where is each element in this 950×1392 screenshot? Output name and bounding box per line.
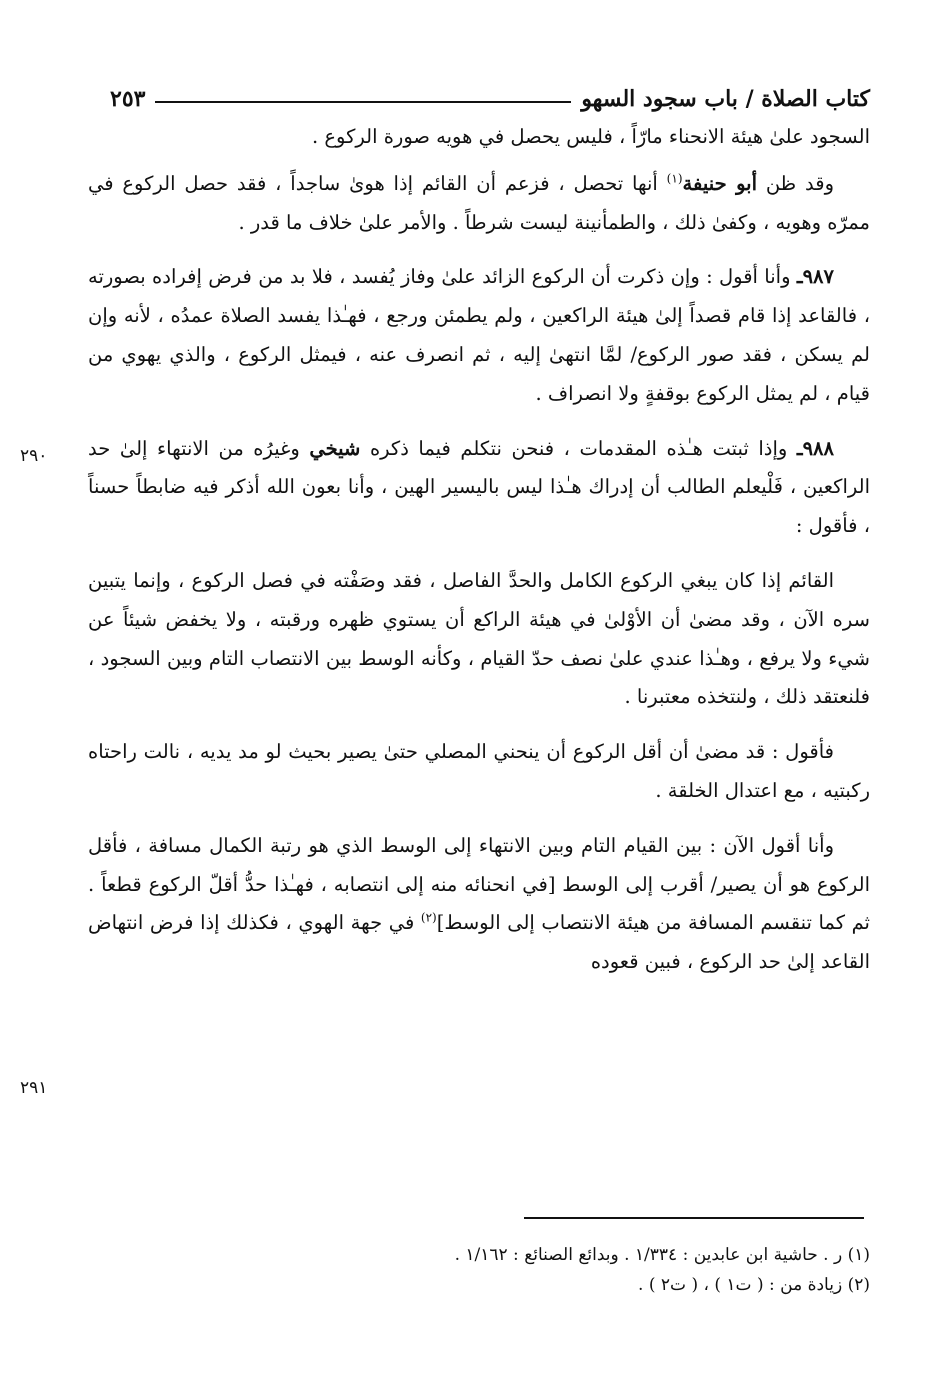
person-name: أبو حنيفة <box>682 171 757 195</box>
paragraph-abu-hanifa <box>88 165 870 243</box>
section-number: ٩٨٨ـ <box>796 436 834 460</box>
paragraph-text: وغيرُه من الانتهاء إلىٰ حد الراكعين ، فَلْيعلم الطالب أن إدراك هـٰذا ليس باليسير الهين ، وأنا بعون الله أذكر فيه ضابطاً حسناً ، فأقول : <box>88 436 870 538</box>
paragraph-continuation: السجود علىٰ هيئة الانحناء مارّاً ، فليس يحصل في هويه صورة الركوع . <box>312 125 870 148</box>
paragraph-now-i-say <box>88 827 870 982</box>
paragraph-988 <box>88 430 870 546</box>
header-rule <box>155 101 571 103</box>
page-header <box>110 72 870 112</box>
section-number: ٩٨٧ـ <box>796 265 834 289</box>
person-name: شيخي <box>309 436 361 460</box>
paragraph-text: وإذا ثبتت هـٰذه المقدمات ، فنحن نتكلم فيما ذكره <box>369 436 788 460</box>
running-title: كتاب الصلاة / باب سجود السهو <box>581 86 870 112</box>
margin-folio-number: ٢٩٠ <box>20 446 48 466</box>
paragraph-987 <box>88 258 870 413</box>
paragraph-text: أنها تحصل ، فزعم أن القائم إذا هوىٰ ساجداً ، فقد حصل الركوع في ممرّه وهويه ، وكفىٰ ذلك ، والطمأنينة ليست شرطاً . والأمر علىٰ خلاف ما قدر . <box>88 171 870 234</box>
margin-folio-number: ٢٩١ <box>20 1078 48 1098</box>
footnote-1: (١) ر . حاشية ابن عابدين : ١/٣٣٤ . وبدائع الصنائع : ١/١٦٢ . <box>454 1245 870 1265</box>
page-number: ٢٥٣ <box>110 86 146 112</box>
paragraph-minimum-ruku: فأقول : قد مضىٰ أن أقل الركوع أن ينحني المصلي حتىٰ يصير بحيث لو مد يديه ، نالت راحتاه ركبتيه ، مع اعتدال الخلقة . <box>88 740 870 802</box>
footnotes <box>88 1240 870 1300</box>
main-text <box>88 118 870 998</box>
paragraph-text: وأنا أقول الآن : بين القيام التام وبين الانتهاء إلى الوسط الذي هو رتبة الكمال مسافة ، فأقل الركوع هو أن يصير/ أقرب إلى الوسط [في انحنائه منه إلى انتصابه ، فهـٰذا حدُّ أقلّ الركوع قطعاً . ثم كما تنقسم المسافة من هيئة الانتصاب إلى الوسط] <box>88 833 870 935</box>
paragraph-text: وأنا أقول : وإن ذكرت أن الركوع الزائد علىٰ وفاز يُفسد ، فلا بد من فرض إفراده بصورته ، فالقاعد إذا قام قصداً إلىٰ هيئة الراكعين ، ولم يطمئن ورجع ، فهـٰذا يفسد الصلاة عمدُه ، لأنه وإن لم يسكن ، فقد صور الركوع/ لمَّا انتهىٰ إليه ، ثم انصرف عنه ، فيمثل الركوع ، والذي يهوي من قيام ، لم يمثل الركوع بوقفةٍ ولا انصراف . <box>88 265 870 405</box>
footnote-separator <box>524 1217 864 1219</box>
footnote-ref: (٢) <box>420 910 437 925</box>
footnote-ref: (١) <box>666 171 683 186</box>
paragraph-text: وقد ظن <box>765 171 834 195</box>
paragraph-text: في جهة الهوي ، فكذلك إذا فرض انتهاض القاعد إلىٰ حد الركوع ، فبين قعوده <box>88 911 870 974</box>
paragraph-standing: القائم إذا كان يبغي الركوع الكامل والحدَّ الفاصل ، فقد وصَفْته في فصل الركوع ، وإنما يتبين سره الآن ، وقد مضىٰ أن الأوْلىٰ في هيئة الراكع أن يستوي ظهره ورقبته ، ولا يخفض شيئاً عن شيء ولا يرفع ، وهـٰذا عندي علىٰ نصف حدّ القيام ، وكأنه الوسط بين الانتصاب التام وبين السجود ، فلنعتقد ذلك ، ولنتخذه معتبرنا . <box>88 568 870 709</box>
footnote-2: (٢) زيادة من : ( ت١ ) ، ( ت٢ ) . <box>638 1275 870 1295</box>
